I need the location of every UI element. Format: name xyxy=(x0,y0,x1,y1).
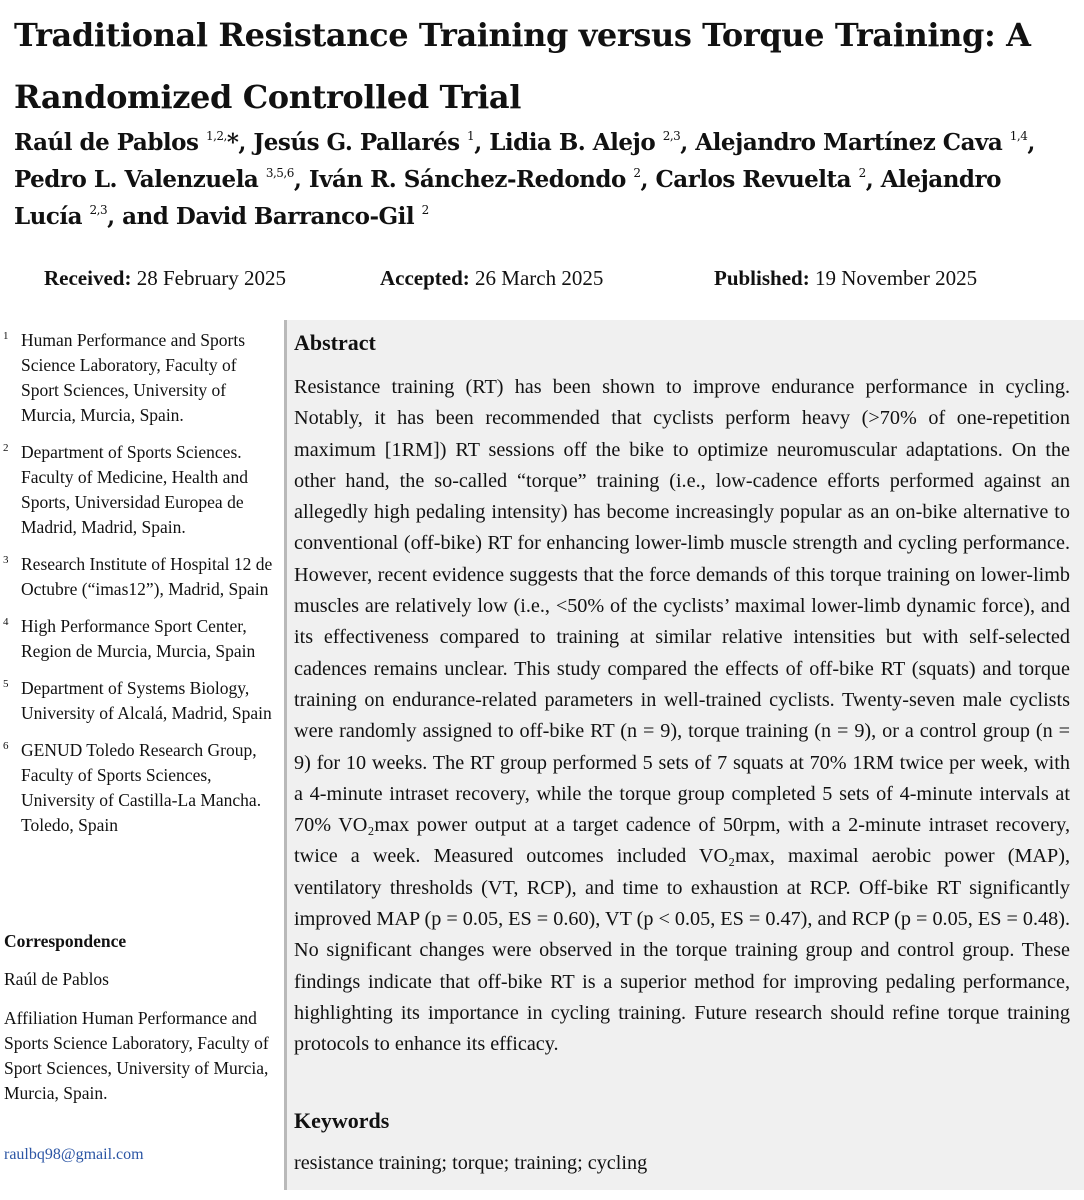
author-affiliation-marker: 2 xyxy=(858,166,866,180)
paper-title: Traditional Resistance Training versus Torque Training: A Randomized Controlled Trial xyxy=(14,16,1031,116)
affiliation-item xyxy=(0,552,275,602)
published-label: Published: xyxy=(714,266,810,290)
author-name: Alejandro Lucía xyxy=(14,166,1001,230)
affiliation-number: 4 xyxy=(3,616,9,628)
author-affiliation-marker: 1,2, xyxy=(205,129,227,143)
author-name: Carlos Revuelta xyxy=(655,166,859,193)
author-name: Jesús G. Pallarés xyxy=(253,129,468,156)
affiliation-list xyxy=(0,328,275,850)
keywords-heading: Keywords xyxy=(294,1108,390,1133)
received-value: 28 February 2025 xyxy=(136,266,287,290)
published-date xyxy=(714,264,977,292)
affiliation-text: High Performance Sport Center, Region de Murcia, Murcia, Spain xyxy=(21,616,256,661)
abstract-text: Resistance training (RT) has been shown to improve endurance performance in cycling. Notably, it has been recommended that cyclists perform heavy (>70% of one-repetition maximum [1RM]) RT sessions off the bike to optimize neuromuscular adaptations. On the other hand, the so-called “torque” training (i.e., low-cadence efforts performed against an allegedly high pedaling intensity) has become increasingly popular as an on-bike alternative to conventional (off-bike) RT for enhancing lower-limb muscle strength and cycling performance. However, recent evidence suggests that the force demands of this torque training on lower-limb muscles are relatively low (i.e., <50% of the cyclists’ maximal lower-limb dynamic force), and its effectiveness compared to training at similar relative intensities but with self-selected cadences remains unclear. This study compared the effects of off-bike RT (squats) and torque training on endurance-related parameters in well-trained cyclists. Twenty-seven male cyclists were randomly assigned to off-bike RT (n = 9), torque training (n = 9), or a control group (n = 9) for 10 weeks. The RT group performed 5 sets of 7 squats at 70% 1RM twice per week, with a 4-minute intraset recovery, while the torque group completed 5 sets of 4-minute intervals at 70% VO₂max power output at a target cadence of 50rpm, with a 2-minute intraset recovery, twice a week. Measured outcomes included VO₂max, maximal aerobic power (MAP), ventilatory thresholds (VT, RCP), and time to exhaustion at RCP. Off-bike RT significantly improved MAP (p = 0.05, ES = 0.60), VT (p < 0.05, ES = 0.47), and RCP (p = 0.05, ES = 0.48). No significant changes were observed in the torque training group and control group. These findings indicate that off-bike RT is a superior method for improving pedaling performance, highlighting its importance in cycling training. Future research should refine torque training protocols to enhance its efficacy. xyxy=(294,376,1070,1056)
author-affiliation-marker: 2 xyxy=(633,166,641,180)
correspondence-name: Raúl de Pablos xyxy=(4,969,109,989)
author-name: David Barranco-Gil xyxy=(175,203,422,230)
affiliation-text: Research Institute of Hospital 12 de Octubre (“imas12”), Madrid, Spain xyxy=(21,554,273,599)
affiliation-text: Department of Systems Biology, University of Alcalá, Madrid, Spain xyxy=(21,678,272,723)
author-affiliation-marker: 1 xyxy=(467,129,475,143)
affiliation-item xyxy=(0,614,275,664)
affiliation-item xyxy=(0,738,275,838)
affiliation-item xyxy=(0,328,275,428)
correspondence-email-link[interactable]: raulbq98@gmail.com xyxy=(4,1146,144,1163)
author-name: Lidia B. Alejo xyxy=(489,129,663,156)
author-name: Pedro L. Valenzuela xyxy=(14,166,266,193)
accepted-value: 26 March 2025 xyxy=(475,266,604,290)
author-affiliation-marker: 2,3 xyxy=(662,129,681,143)
affiliation-item xyxy=(0,676,275,726)
keywords-text: resistance training; torque; training; cycling xyxy=(294,1152,648,1174)
received-label: Received: xyxy=(44,266,132,290)
abstract-panel xyxy=(284,320,1084,1190)
affiliation-number: 2 xyxy=(3,442,9,454)
author-affiliation-marker: 1,4 xyxy=(1009,129,1028,143)
author-affiliation-marker: 2,3 xyxy=(89,203,108,217)
author-name: Raúl de Pablos xyxy=(14,129,206,156)
correspondence-heading: Correspondence xyxy=(4,931,127,951)
affiliation-number: 6 xyxy=(3,740,9,752)
author-name: Iván R. Sánchez-Redondo xyxy=(308,166,634,193)
affiliation-number: 1 xyxy=(3,330,9,342)
author-list: Raúl de Pablos $^{1,2,}$*, Jesús G. Pallarés $^1$, Lidia B. Alejo $^{2,3}$, Alejandro Martínez Cava $^{1,4}$, Pedro L. Valenzuela $^{3,5,6}$, Iván R. Sánchez-Redondo $^2$, Carlos Revuelta $^2$, Alejandro Lucía $^{2,3}$, and David Barranco-Gil $^2$ xyxy=(14,129,1035,230)
correspondence-affiliation: Affiliation Human Performance and Sports Science Laboratory, Faculty of Sport Sciences, University of Murcia, Murcia, Spain. xyxy=(4,1008,269,1103)
affiliation-number: 5 xyxy=(3,678,9,690)
received-date xyxy=(44,264,286,292)
abstract-heading: Abstract xyxy=(294,330,376,355)
affiliation-text: Human Performance and Sports Science Laboratory, Faculty of Sport Sciences, University of Murcia, Murcia, Spain. xyxy=(21,330,246,425)
corresponding-author-marker: * xyxy=(226,129,239,156)
affiliation-text: GENUD Toledo Research Group, Faculty of Sports Sciences, University of Castilla-La Mancha. Toledo, Spain xyxy=(21,740,262,835)
affiliation-text: Department of Sports Sciences. Faculty of Medicine, Health and Sports, Universidad Europea de Madrid, Madrid, Spain. xyxy=(21,442,248,537)
author-affiliation-marker: 3,5,6 xyxy=(265,166,294,180)
affiliation-number: 3 xyxy=(3,554,9,566)
accepted-date xyxy=(380,264,603,292)
affiliation-item xyxy=(0,440,275,540)
author-name: Alejandro Martínez Cava xyxy=(695,129,1010,156)
published-value: 19 November 2025 xyxy=(814,266,978,290)
accepted-label: Accepted: xyxy=(380,266,470,290)
author-affiliation-marker: 2 xyxy=(421,203,429,217)
